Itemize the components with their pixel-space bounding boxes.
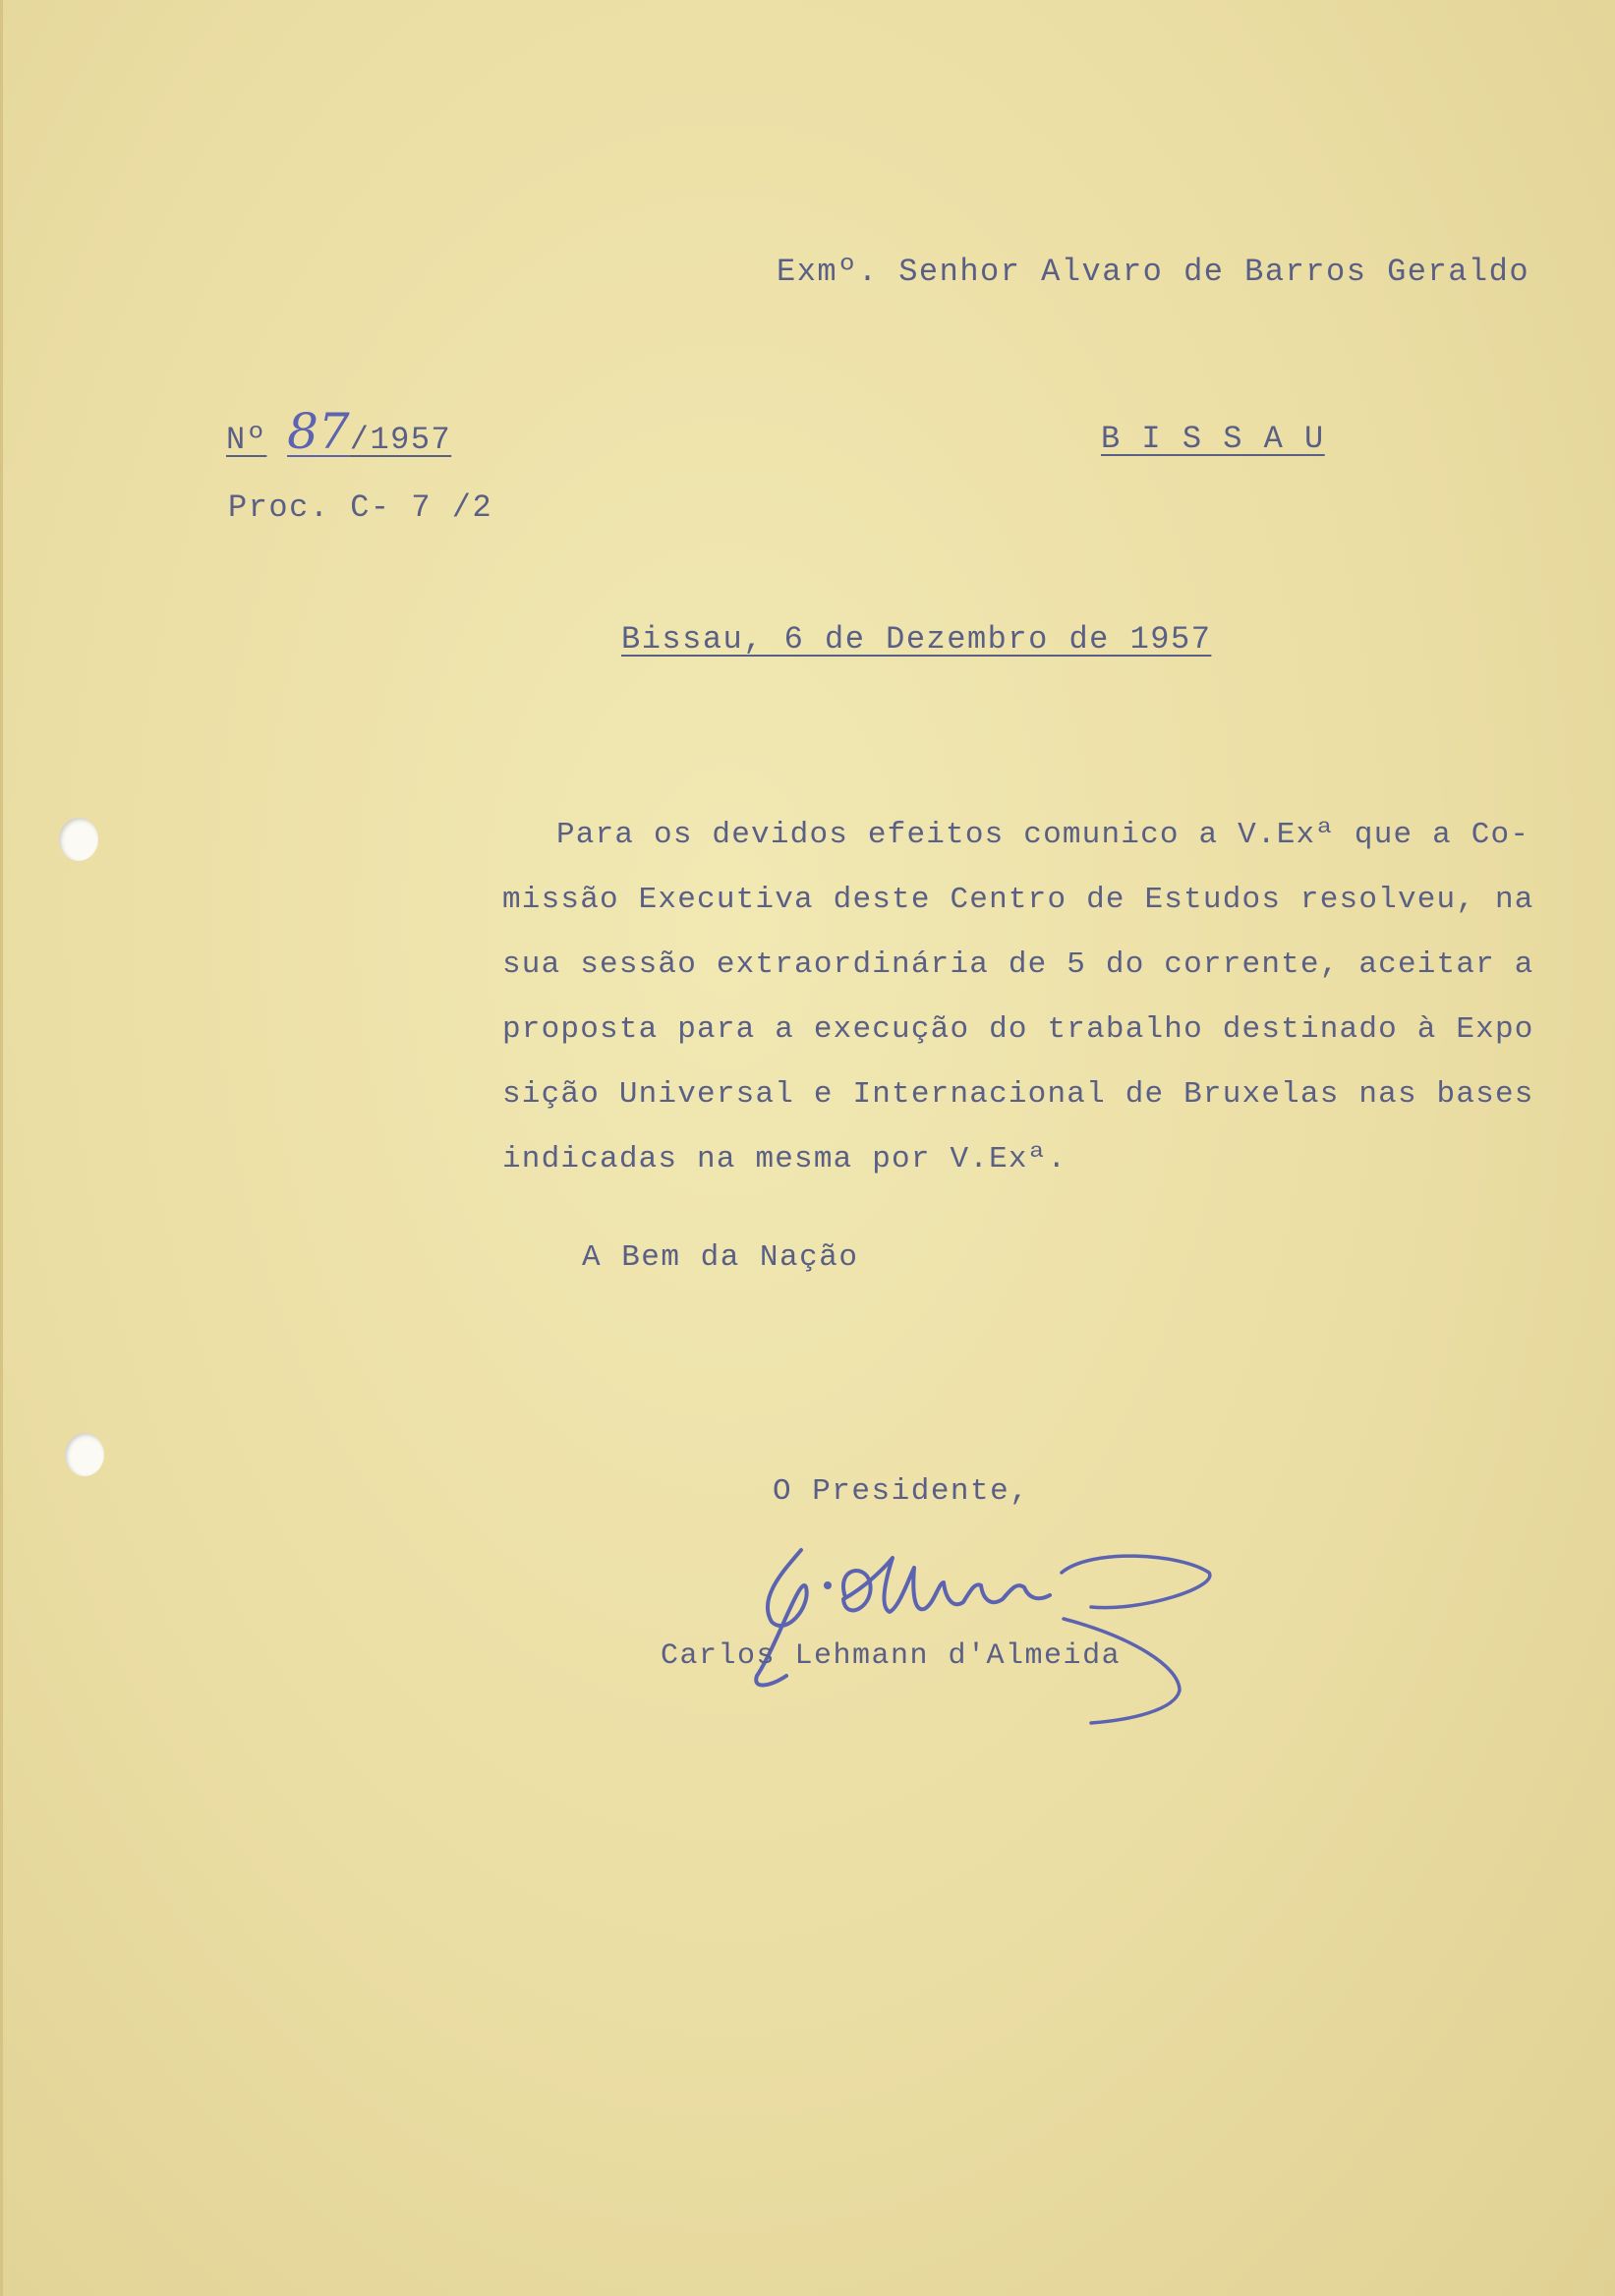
signatory-name: Carlos Lehmann d'Almeida xyxy=(661,1639,1122,1673)
signatory-title: O Presidente, xyxy=(773,1474,1030,1509)
body-line: indicadas na mesma por V.Exª. xyxy=(502,1142,1067,1177)
body-line: sua sessão extraordinária de 5 do corrente, aceitar a xyxy=(502,947,1534,982)
reference-year: /1957 xyxy=(349,422,452,458)
addressee: Exmº. Senhor Alvaro de Barros Geraldo xyxy=(777,254,1530,290)
closing-salutation: A Bem da Nação xyxy=(582,1240,859,1275)
reference-prefix: Nº xyxy=(226,422,267,458)
process-reference: Proc. C- 7 /2 xyxy=(228,489,493,526)
reference-number xyxy=(226,403,451,460)
letter-date: Bissau, 6 de Dezembro de 1957 xyxy=(621,621,1212,658)
punch-hole-top xyxy=(59,818,98,861)
body-line: sição Universal e Internacional de Bruxelas nas bases xyxy=(502,1077,1534,1112)
handwritten-signature xyxy=(718,1528,1268,1725)
punch-hole-bottom xyxy=(65,1433,104,1476)
body-line: missão Executiva deste Centro de Estudos resolveu, na xyxy=(502,883,1534,917)
city-heading: B I S S A U xyxy=(1101,421,1325,457)
reference-handwritten-number: 87 xyxy=(287,403,350,460)
body-line: Para os devidos efeitos comunico a V.Exª que a Co- xyxy=(556,818,1530,852)
body-line: proposta para a execução do trabalho destinado à Expo xyxy=(502,1012,1534,1047)
